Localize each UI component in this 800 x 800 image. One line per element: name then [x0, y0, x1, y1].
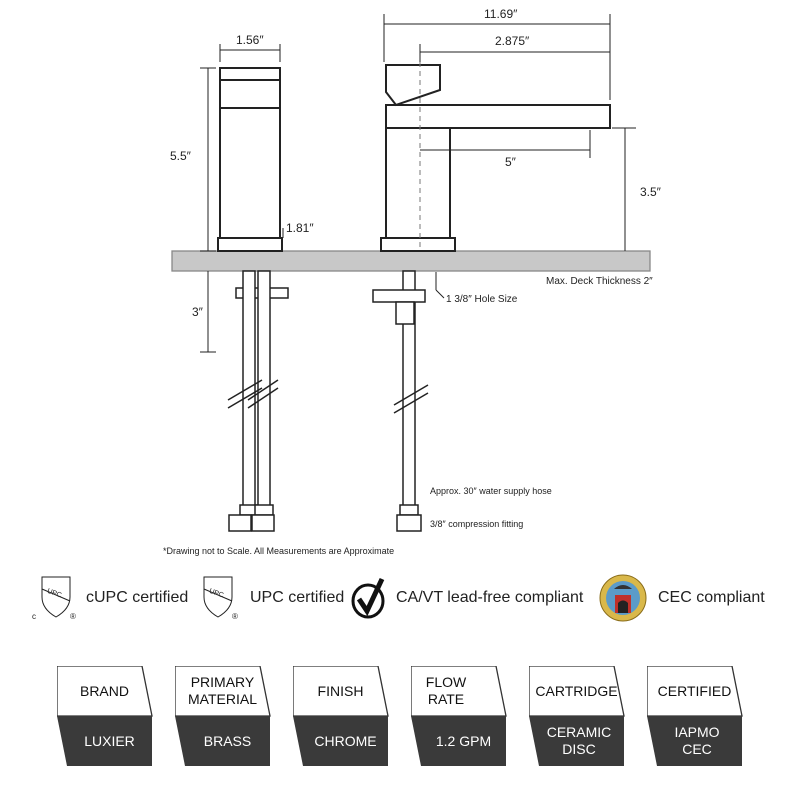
note-disclaimer: *Drawing not to Scale. All Measurements are Approximate	[163, 546, 395, 556]
spec-value: BRASS	[203, 732, 252, 749]
spec-label: FLOW RATE	[425, 674, 467, 707]
spec-brand	[57, 666, 165, 766]
cert-label: UPC certified	[250, 588, 345, 606]
dim-shank-length: 3″	[192, 305, 203, 319]
dim-height-total: 5.5″	[170, 149, 191, 163]
deck	[172, 251, 650, 271]
faucet-front-view	[381, 65, 610, 251]
note-supply-hose: Approx. 30″ water supply hose	[430, 486, 552, 496]
dim-spout-offset: 2.875″	[495, 34, 530, 48]
spec-value: CHROME	[314, 732, 377, 749]
checkmark-circle-icon	[350, 575, 390, 620]
dim-overall-length: 11.69″	[484, 7, 518, 21]
dim-base-width: 1.81″	[286, 221, 314, 235]
cupc-shield-icon	[30, 575, 80, 620]
svg-text:c: c	[32, 612, 36, 620]
dim-spout-reach: 5″	[505, 155, 516, 169]
note-deck-thickness: Max. Deck Thickness 2″	[546, 276, 653, 287]
spec-label: FINISH	[317, 682, 364, 699]
note-fitting: 3/8″ compression fitting	[430, 519, 524, 529]
spec-value: CERAMIC DISC	[546, 724, 612, 757]
spec-primary-material	[175, 666, 283, 766]
spec-value: 1.2 GPM	[435, 732, 492, 749]
spec-certified	[647, 666, 755, 766]
svg-text:UPC: UPC	[46, 587, 63, 600]
spec-label: PRIMARY MATERIAL	[188, 674, 257, 707]
cert-label: CEC compliant	[658, 588, 765, 606]
svg-text:®: ®	[70, 612, 76, 620]
dim-handle-width: 1.56″	[236, 33, 264, 47]
note-hole-size: 1 3/8″ Hole Size	[446, 294, 518, 305]
supply-hoses	[228, 271, 428, 531]
cert-cec	[598, 575, 765, 620]
svg-text:UPC: UPC	[208, 587, 225, 600]
spec-value: LUXIER	[84, 732, 135, 749]
faucet-side-view	[218, 68, 282, 251]
cert-upc	[200, 575, 344, 620]
spec-label: CARTRIDGE	[535, 682, 618, 699]
cert-cupc	[30, 575, 188, 620]
spec-value: IAPMO CEC	[674, 724, 720, 757]
upc-shield-icon	[200, 575, 244, 620]
svg-text:®: ®	[232, 612, 238, 620]
cec-seal-icon	[598, 573, 652, 623]
spec-finish	[293, 666, 401, 766]
spec-cartridge	[529, 666, 637, 766]
cert-lead-free	[350, 575, 583, 620]
cert-label: CA/VT lead-free compliant	[396, 588, 584, 606]
spec-flow-rate	[411, 666, 519, 766]
spec-label: BRAND	[79, 682, 129, 699]
spec-label: CERTIFIED	[657, 682, 732, 699]
cert-label: cUPC certified	[86, 588, 189, 606]
dim-spout-height: 3.5″	[640, 185, 661, 199]
